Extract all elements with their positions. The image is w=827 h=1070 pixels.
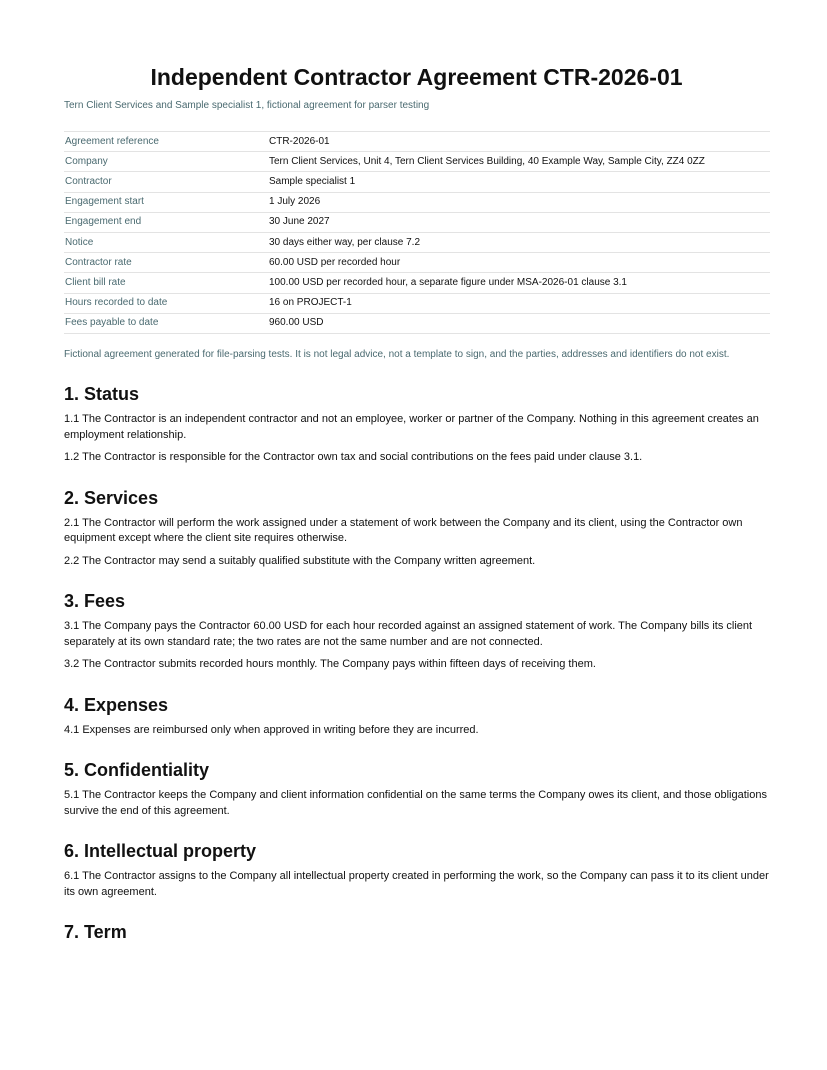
section-fees <box>64 591 769 673</box>
row-value: 30 days either way, per clause 7.2 <box>268 232 770 252</box>
table-row <box>64 212 770 232</box>
clause-1-2: 1.2 The Contractor is responsible for the Contractor own tax and social contributions on the fees paid under clause 3.1. <box>64 451 643 464</box>
row-label: Hours recorded to date <box>64 293 268 313</box>
clause-3-1: 3.1 The Company pays the Contractor 60.00 USD for each hour recorded against an assigned statement of work. The Company bills its client separately at its own standard rate; the two rates are not the same number and are not connected. <box>64 620 753 648</box>
clause-2-1: 2.1 The Contractor will perform the work assigned under a statement of work between the Company and its client, using the Contractor own equipment except where the client site requires otherwise. <box>64 516 743 545</box>
table-row <box>64 253 770 273</box>
row-label: Agreement reference <box>64 132 268 152</box>
table-row <box>64 232 770 252</box>
section-heading: 7. Term <box>64 922 127 943</box>
row-value: 16 on PROJECT-1 <box>268 293 770 313</box>
row-value: CTR-2026-01 <box>268 132 770 152</box>
section-confidentiality <box>64 760 769 819</box>
clause-4-1: 4.1 Expenses are reimbursed only when approved in writing before they are incurred. <box>64 723 479 736</box>
row-label: Contractor rate <box>64 253 268 273</box>
disclaimer-note: Fictional agreement generated for file-parsing tests. It is not legal advice, not a template to sign, and the parties, addresses and identifiers do not exist. <box>64 348 730 360</box>
clause-5-1: 5.1 The Contractor keeps the Company and client information confidential on the same terms the Company owes its client, and those obligations survive the end of this agreement. <box>64 789 767 817</box>
section-status <box>64 384 769 466</box>
row-label: Engagement end <box>64 212 268 232</box>
section-heading: 4. Expenses <box>64 694 169 715</box>
row-label: Fees payable to date <box>64 313 268 333</box>
row-value: 60.00 USD per recorded hour <box>268 253 770 273</box>
table-row <box>64 152 770 172</box>
section-heading: 6. Intellectual property <box>64 841 257 862</box>
section-heading: 3. Fees <box>64 591 126 612</box>
row-label: Company <box>64 152 268 172</box>
row-value: Tern Client Services, Unit 4, Tern Client Services Building, 40 Example Way, Sample City, ZZ4 0ZZ <box>268 152 770 172</box>
table-row <box>64 192 770 212</box>
agreement-details-table <box>64 131 770 334</box>
document-title: Independent Contractor Agreement CTR-2026-01 <box>150 64 683 90</box>
table-row <box>64 293 770 313</box>
clause-2-2: 2.2 The Contractor may send a suitably qualified substitute with the Company written agreement. <box>64 554 536 567</box>
row-value: Sample specialist 1 <box>268 172 770 192</box>
row-label: Contractor <box>64 172 268 192</box>
section-services <box>64 488 769 570</box>
table-row <box>64 313 770 333</box>
clause-3-2: 3.2 The Contractor submits recorded hours monthly. The Company pays within fifteen days of receiving them. <box>64 658 596 671</box>
document-subtitle: Tern Client Services and Sample specialist 1, fictional agreement for parser testing <box>64 100 430 111</box>
clause-1-1: 1.1 The Contractor is an independent contractor and not an employee, worker or partner of the Company. Nothing in this agreement creates an employment relationship. <box>64 413 759 441</box>
table-row <box>64 172 770 192</box>
section-heading: 1. Status <box>64 384 140 405</box>
row-label: Notice <box>64 232 268 252</box>
row-label: Engagement start <box>64 192 268 212</box>
clause-6-1: 6.1 The Contractor assigns to the Company all intellectual property created in performing the work, so the Company can pass it to its client under its own agreement. <box>64 870 769 898</box>
row-value: 100.00 USD per recorded hour, a separate figure under MSA-2026-01 clause 3.1 <box>268 273 770 293</box>
section-intellectual-property <box>64 841 769 900</box>
row-value: 30 June 2027 <box>268 212 770 232</box>
section-heading: 5. Confidentiality <box>64 760 210 781</box>
row-value: 1 July 2026 <box>268 192 770 212</box>
row-value: 960.00 USD <box>268 313 770 333</box>
row-label: Client bill rate <box>64 273 268 293</box>
section-term <box>64 922 769 943</box>
table-row <box>64 132 770 152</box>
section-expenses <box>64 695 769 739</box>
table-row <box>64 273 770 293</box>
section-heading: 2. Services <box>64 487 159 508</box>
